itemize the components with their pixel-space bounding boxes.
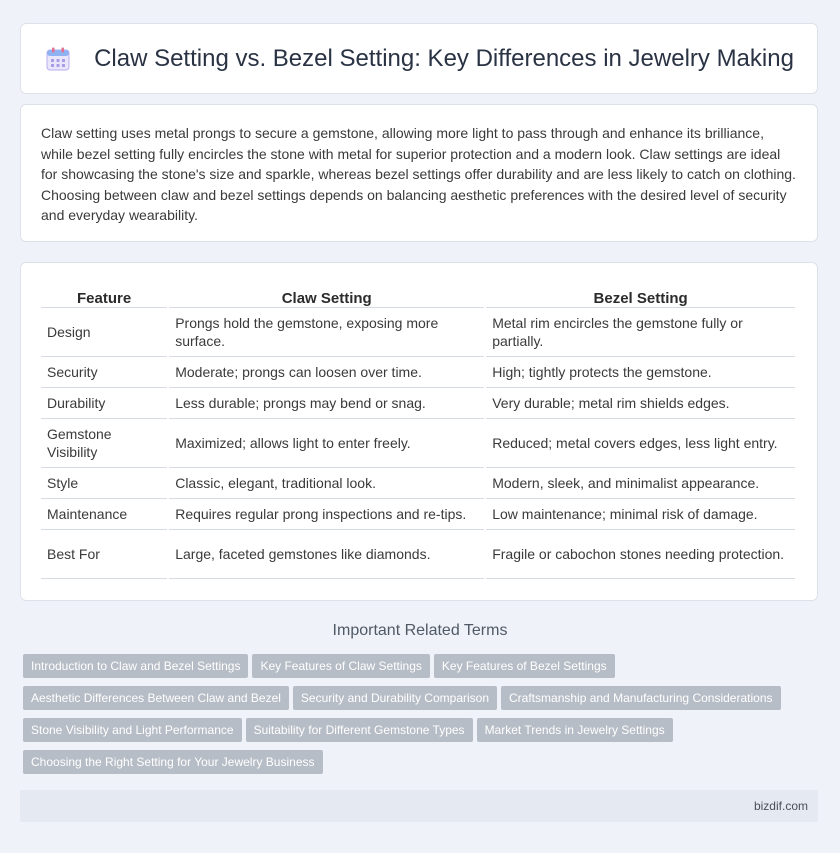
intro-paragraph: Claw setting uses metal prongs to secure a gemstone, allowing more light to pass through and enhance its brilliance, while bezel setting fully encircles the stone with metal for superior protection and a modern look. Claw settings are ideal for showcasing the stone's size and sparkle, whereas bezel settings offer durability and are less likely to catch on clothing. Choosing between claw and bezel settings depends on balancing aesthetic preferences with the desired level of security and everyday wearability. (41, 125, 796, 223)
table-row (41, 388, 795, 419)
table-row (41, 499, 795, 530)
feature-cell: Best For (41, 530, 167, 579)
related-tag[interactable]: Introduction to Claw and Bezel Settings (23, 654, 248, 678)
related-tag[interactable]: Market Trends in Jewelry Settings (477, 718, 673, 742)
related-terms-title: Important Related Terms (332, 622, 508, 639)
claw-cell: Requires regular prong inspections and re-tips. (169, 499, 484, 530)
calendar-icon (44, 45, 72, 73)
table-header-row (41, 283, 795, 308)
related-tag[interactable]: Key Features of Claw Settings (252, 654, 429, 678)
table-row (41, 468, 795, 499)
feature-cell: Style (41, 468, 167, 499)
claw-cell: Moderate; prongs can loosen over time. (169, 357, 484, 388)
bezel-cell: Low maintenance; minimal risk of damage. (486, 499, 795, 530)
footer (20, 790, 818, 822)
header-claw-setting: Claw Setting (169, 283, 484, 308)
comparison-table (39, 283, 797, 579)
related-tag[interactable]: Aesthetic Differences Between Claw and Bezel (23, 686, 289, 710)
bezel-cell: Metal rim encircles the gemstone fully or partially. (486, 308, 795, 357)
comparison-card (20, 262, 818, 601)
feature-cell: Security (41, 357, 167, 388)
title-card (20, 23, 818, 94)
related-tag[interactable]: Craftsmanship and Manufacturing Considerations (501, 686, 780, 710)
related-tag[interactable]: Suitability for Different Gemstone Types (246, 718, 473, 742)
claw-cell: Large, faceted gemstones like diamonds. (169, 530, 484, 579)
bezel-cell: High; tightly protects the gemstone. (486, 357, 795, 388)
feature-cell: Maintenance (41, 499, 167, 530)
claw-cell: Less durable; prongs may bend or snag. (169, 388, 484, 419)
intro-card (20, 104, 818, 242)
feature-cell: Gemstone Visibility (41, 419, 167, 468)
table-row (41, 419, 795, 468)
page-title: Claw Setting vs. Bezel Setting: Key Differences in Jewelry Making (94, 44, 794, 72)
footer-site-link[interactable]: bizdif.com (753, 799, 808, 813)
claw-cell: Classic, elegant, traditional look. (169, 468, 484, 499)
bezel-cell: Reduced; metal covers edges, less light entry. (486, 419, 795, 468)
header-feature: Feature (41, 283, 167, 308)
table-row (41, 530, 795, 579)
feature-cell: Durability (41, 388, 167, 419)
related-tag[interactable]: Key Features of Bezel Settings (434, 654, 615, 678)
table-row (41, 357, 795, 388)
related-tag[interactable]: Choosing the Right Setting for Your Jewelry Business (23, 750, 323, 774)
bezel-cell: Very durable; metal rim shields edges. (486, 388, 795, 419)
feature-cell: Design (41, 308, 167, 357)
related-tag[interactable]: Stone Visibility and Light Performance (23, 718, 242, 742)
related-tag[interactable]: Security and Durability Comparison (293, 686, 497, 710)
claw-cell: Prongs hold the gemstone, exposing more surface. (169, 308, 484, 357)
table-row (41, 308, 795, 357)
claw-cell: Maximized; allows light to enter freely. (169, 419, 484, 468)
bezel-cell: Fragile or cabochon stones needing protection. (486, 530, 795, 579)
related-terms-list (23, 654, 813, 782)
header-bezel-setting: Bezel Setting (486, 283, 795, 308)
bezel-cell: Modern, sleek, and minimalist appearance. (486, 468, 795, 499)
